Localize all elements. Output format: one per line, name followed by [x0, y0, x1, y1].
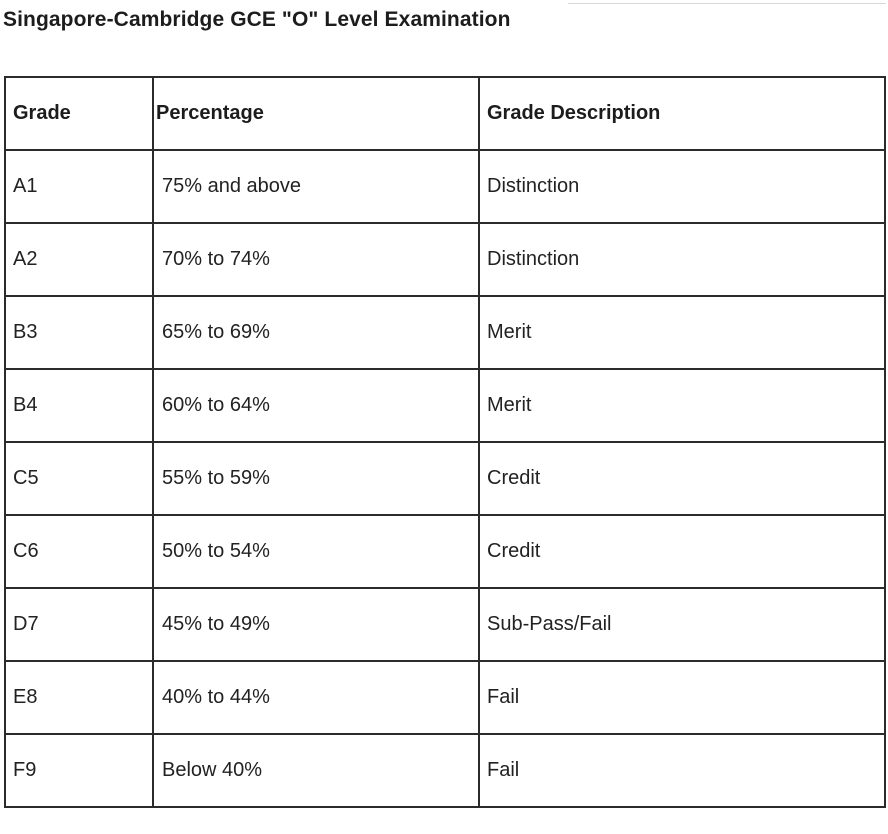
cell-description: Fail — [479, 734, 885, 807]
cell-description: Credit — [479, 442, 885, 515]
cell-percentage: 40% to 44% — [153, 661, 479, 734]
cell-description: Distinction — [479, 223, 885, 296]
cell-description: Fail — [479, 661, 885, 734]
cell-description: Distinction — [479, 150, 885, 223]
header-percentage: Percentage — [153, 77, 479, 150]
table-row — [5, 734, 885, 807]
cell-grade: C5 — [5, 442, 153, 515]
table-header-row — [5, 77, 885, 150]
header-grade-description: Grade Description — [479, 77, 885, 150]
cell-percentage: 50% to 54% — [153, 515, 479, 588]
table-row — [5, 442, 885, 515]
cell-percentage: 65% to 69% — [153, 296, 479, 369]
table-row — [5, 661, 885, 734]
table-row — [5, 223, 885, 296]
cell-description: Credit — [479, 515, 885, 588]
table-row — [5, 150, 885, 223]
cell-grade: E8 — [5, 661, 153, 734]
grade-table — [4, 76, 886, 808]
cell-percentage: 45% to 49% — [153, 588, 479, 661]
cell-percentage: 75% and above — [153, 150, 479, 223]
cell-grade: B3 — [5, 296, 153, 369]
cell-grade: A1 — [5, 150, 153, 223]
cell-description: Merit — [479, 369, 885, 442]
cell-description: Merit — [479, 296, 885, 369]
header-grade: Grade — [5, 77, 153, 150]
cell-grade: C6 — [5, 515, 153, 588]
cell-grade: A2 — [5, 223, 153, 296]
page-title: Singapore-Cambridge GCE "O" Level Examination — [3, 8, 511, 31]
cell-grade: D7 — [5, 588, 153, 661]
cell-percentage: 60% to 64% — [153, 369, 479, 442]
cell-grade: F9 — [5, 734, 153, 807]
cell-percentage: Below 40% — [153, 734, 479, 807]
cell-percentage: 55% to 59% — [153, 442, 479, 515]
cell-percentage: 70% to 74% — [153, 223, 479, 296]
table-row — [5, 515, 885, 588]
cell-description: Sub-Pass/Fail — [479, 588, 885, 661]
cell-grade: B4 — [5, 369, 153, 442]
title-divider — [568, 3, 886, 4]
table-row — [5, 296, 885, 369]
table-row — [5, 588, 885, 661]
table-row — [5, 369, 885, 442]
